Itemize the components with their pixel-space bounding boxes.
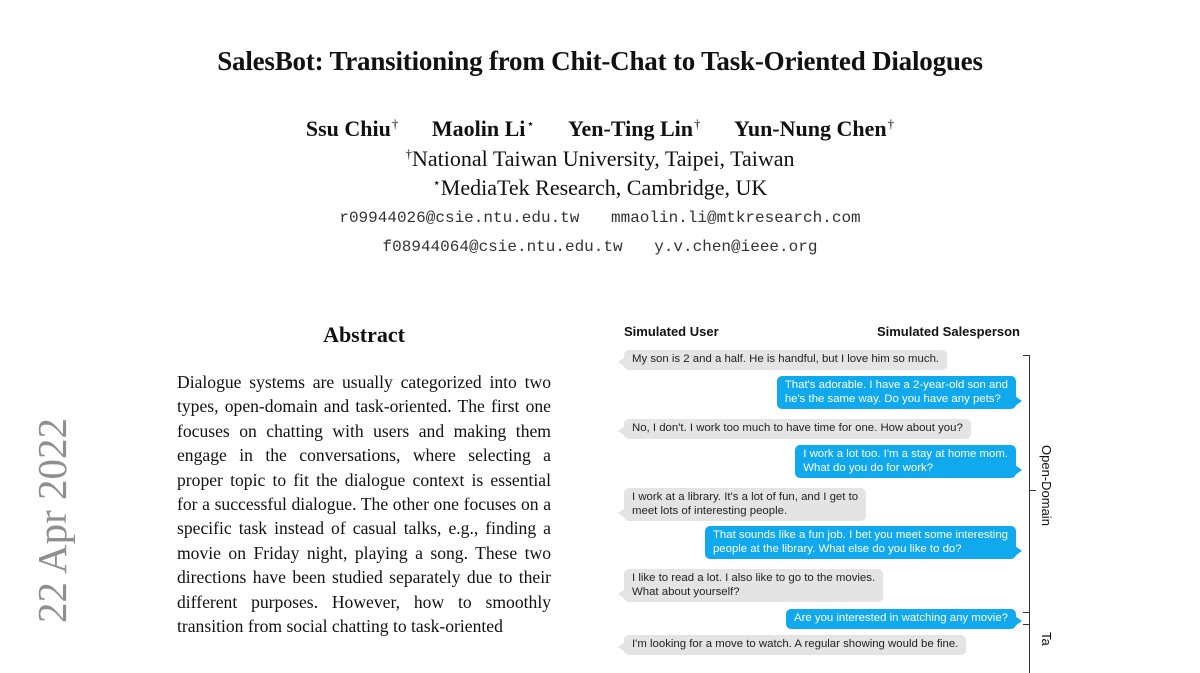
task-oriented-label: Ta bbox=[1039, 632, 1054, 646]
message-line: he's the same way. Do you have any pets? bbox=[784, 392, 1001, 405]
salesperson-message bbox=[786, 609, 1016, 629]
affiliation: ⋆MediaTek Research, Cambridge, UK bbox=[432, 175, 768, 200]
user-message bbox=[624, 419, 971, 439]
author: Yen-Ting Lin† bbox=[568, 116, 701, 141]
message-line: I like to read a lot. I also like to go to the movies. bbox=[632, 572, 876, 584]
open-domain-label: Open-Domain bbox=[1039, 445, 1054, 526]
email-line bbox=[0, 238, 1200, 256]
user-message bbox=[624, 569, 883, 602]
email: y.v.chen@ieee.org bbox=[654, 238, 818, 256]
open-domain-brace bbox=[1023, 355, 1030, 625]
user-message bbox=[624, 350, 947, 370]
email: mmaolin.li@mtkresearch.com bbox=[611, 209, 861, 227]
abstract-text: Dialogue systems are usually categorized into two types, open-domain and task-oriented. The first one focuses on chatting with users and making them engage in the conversations, where selecting a proper topic to fit the dialogue context is essential for a successful dialogue. The other one focuses on a specific task instead of casual talks, e.g., finding a movie on Friday night, playing a song. These two directions have been studied separately due to their different purposes. However, how to smoothly transition from social chatting to task-oriented bbox=[177, 372, 551, 637]
salesperson-message bbox=[795, 445, 1016, 478]
message-line: I'm looking for a move to watch. A regular showing would be fine. bbox=[632, 638, 959, 650]
author: Maolin Li⋆ bbox=[431, 116, 535, 141]
salesperson-message bbox=[777, 376, 1016, 409]
message-line: My son is 2 and a half. He is handful, but I love him so much. bbox=[632, 353, 940, 365]
task-oriented-brace bbox=[1023, 612, 1030, 673]
message-line: people at the library. What else do you like to do? bbox=[712, 542, 962, 555]
message-line: What about yourself? bbox=[632, 585, 740, 598]
message-line: Are you interested in watching any movie? bbox=[793, 612, 1008, 624]
simulated-salesperson-header: Simulated Salesperson bbox=[876, 324, 1020, 339]
arxiv-date-stamp: 22 Apr 2022 bbox=[29, 418, 75, 623]
author-list bbox=[0, 116, 1200, 142]
email-line bbox=[0, 209, 1200, 227]
message-line: No, I don't. I work too much to have time for one. How about you? bbox=[632, 422, 963, 434]
user-message bbox=[624, 488, 866, 521]
simulated-user-header: Simulated User bbox=[624, 324, 719, 339]
message-line: That's adorable. I have a 2-year-old son and bbox=[784, 379, 1008, 391]
email: f08944064@csie.ntu.edu.tw bbox=[382, 238, 623, 256]
paper-title: SalesBot: Transitioning from Chit-Chat to Task-Oriented Dialogues bbox=[217, 46, 983, 76]
abstract-heading: Abstract bbox=[323, 322, 405, 347]
message-line: I work at a library. It's a lot of fun, and I get to bbox=[632, 491, 859, 503]
author: Ssu Chiu† bbox=[305, 116, 399, 141]
affiliation: †National Taiwan University, Taipei, Taiwan bbox=[405, 146, 795, 171]
message-line: meet lots of interesting people. bbox=[632, 504, 788, 517]
author: Yun-Nung Chen† bbox=[733, 116, 895, 141]
email: r09944026@csie.ntu.edu.tw bbox=[339, 209, 580, 227]
salesperson-message bbox=[705, 526, 1016, 559]
user-message bbox=[624, 635, 966, 655]
message-line: What do you do for work? bbox=[803, 461, 934, 474]
message-line: I work a lot too. I'm a stay at home mom. bbox=[803, 448, 1008, 460]
message-line: That sounds like a fun job. I bet you meet some interesting bbox=[712, 529, 1008, 541]
dialogue-figure bbox=[620, 320, 1060, 648]
